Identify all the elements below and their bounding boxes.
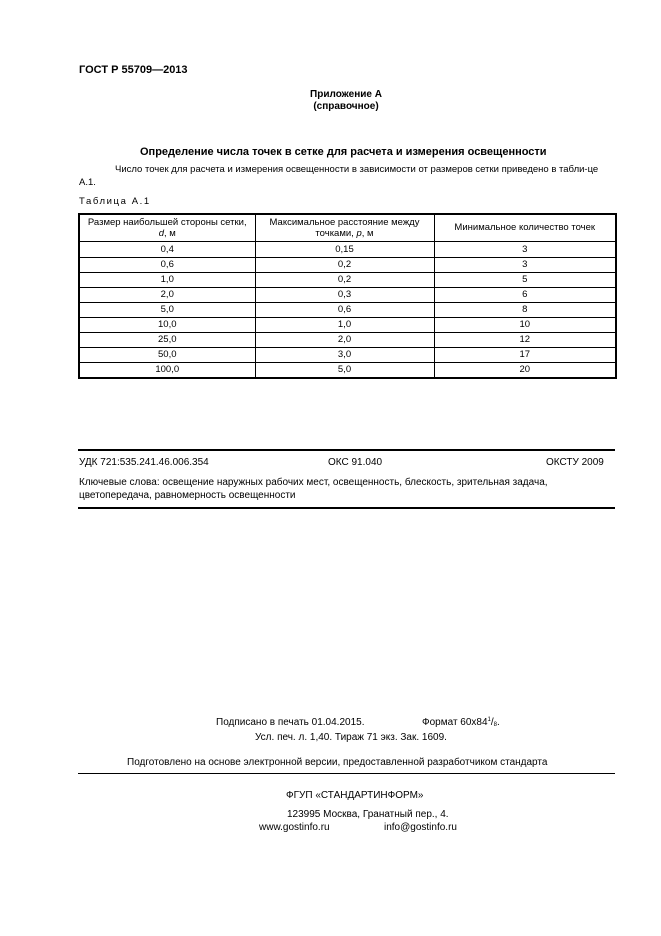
- udk-code: УДК 721:535.241.46.006.354: [79, 457, 209, 468]
- appendix-title: Приложение А: [310, 89, 382, 100]
- cell-max-distance: 0,2: [255, 273, 434, 288]
- separator-rule: [78, 773, 615, 774]
- cell-min-points: 17: [434, 348, 616, 363]
- table-row: [79, 242, 616, 258]
- table-row: [79, 273, 616, 288]
- separator-rule: [78, 449, 615, 451]
- cell-min-points: 6: [434, 288, 616, 303]
- table-row: [79, 258, 616, 273]
- cell-min-points: 3: [434, 258, 616, 273]
- header-line: Максимальное расстояние между: [269, 216, 420, 228]
- data-table: [78, 213, 617, 379]
- column-header-max-distance: Максимальное расстояние между точками, p, м: [255, 214, 434, 242]
- appendix-subtitle: (справочное): [313, 101, 379, 112]
- cell-grid-size: 0,6: [79, 258, 255, 273]
- separator-rule: [78, 507, 615, 509]
- prepared-note: Подготовлено на основе электронной версии, предоставленной разработчиком стандарта: [127, 757, 548, 768]
- cell-min-points: 12: [434, 333, 616, 348]
- cell-max-distance: 0,6: [255, 303, 434, 318]
- cell-grid-size: 100,0: [79, 363, 255, 379]
- cell-grid-size: 25,0: [79, 333, 255, 348]
- column-header-grid-size: Размер наибольшей стороны сетки, d, м: [79, 214, 255, 242]
- cell-max-distance: 0,3: [255, 288, 434, 303]
- table-header-row: [79, 214, 616, 242]
- signed-date: Подписано в печать 01.04.2015.: [216, 717, 365, 728]
- cell-max-distance: 3,0: [255, 348, 434, 363]
- cell-min-points: 3: [434, 242, 616, 258]
- cell-grid-size: 0,4: [79, 242, 255, 258]
- cell-grid-size: 10,0: [79, 318, 255, 333]
- cell-grid-size: 2,0: [79, 288, 255, 303]
- document-code: ГОСТ Р 55709—2013: [79, 64, 188, 76]
- cell-min-points: 10: [434, 318, 616, 333]
- cell-grid-size: 50,0: [79, 348, 255, 363]
- cell-max-distance: 0,15: [255, 242, 434, 258]
- cell-min-points: 20: [434, 363, 616, 379]
- okstu-code: ОКСТУ 2009: [546, 457, 604, 468]
- oks-code: ОКС 91.040: [328, 457, 383, 468]
- cell-min-points: 5: [434, 273, 616, 288]
- header-line: точками,: [315, 228, 357, 239]
- intro-paragraph: Число точек для расчета и измерения освещенности в зависимости от размеров сетки приведено в табли-це А.1.: [79, 164, 599, 188]
- publisher-address: 123995 Москва, Гранатный пер., 4.: [287, 809, 449, 820]
- cell-max-distance: 5,0: [255, 363, 434, 379]
- table-row: [79, 363, 616, 379]
- cell-max-distance: 1,0: [255, 318, 434, 333]
- appendix-heading: [0, 89, 661, 113]
- publisher-website: www.gostinfo.ru: [259, 822, 330, 833]
- paper-format: Формат $60x84^1/_8$.: [422, 717, 500, 728]
- table-row: [79, 348, 616, 363]
- table-row: [79, 303, 616, 318]
- column-header-min-points: Минимальное количество точек: [434, 214, 616, 242]
- table-caption: Таблица А.1: [79, 196, 151, 207]
- keywords: Ключевые слова: освещение наружных рабочих мест, освещенность, блескость, зрительная задача, цветопередача, равномерность освещенности: [79, 477, 548, 501]
- cell-grid-size: 5,0: [79, 303, 255, 318]
- publisher-name: ФГУП «СТАНДАРТИНФОРМ»: [286, 790, 424, 801]
- cell-min-points: 8: [434, 303, 616, 318]
- table-row: [79, 288, 616, 303]
- cell-grid-size: 1,0: [79, 273, 255, 288]
- table-row: [79, 333, 616, 348]
- table-body: [79, 242, 616, 379]
- cell-max-distance: 2,0: [255, 333, 434, 348]
- cell-max-distance: 0,2: [255, 258, 434, 273]
- section-title: Определение числа точек в сетке для расчета и измерения освещенности: [140, 146, 547, 158]
- print-info: Усл. печ. л. 1,40. Тираж 71 экз. Зак. 1609.: [255, 732, 447, 743]
- publisher-email: info@gostinfo.ru: [384, 822, 457, 833]
- table-row: [79, 318, 616, 333]
